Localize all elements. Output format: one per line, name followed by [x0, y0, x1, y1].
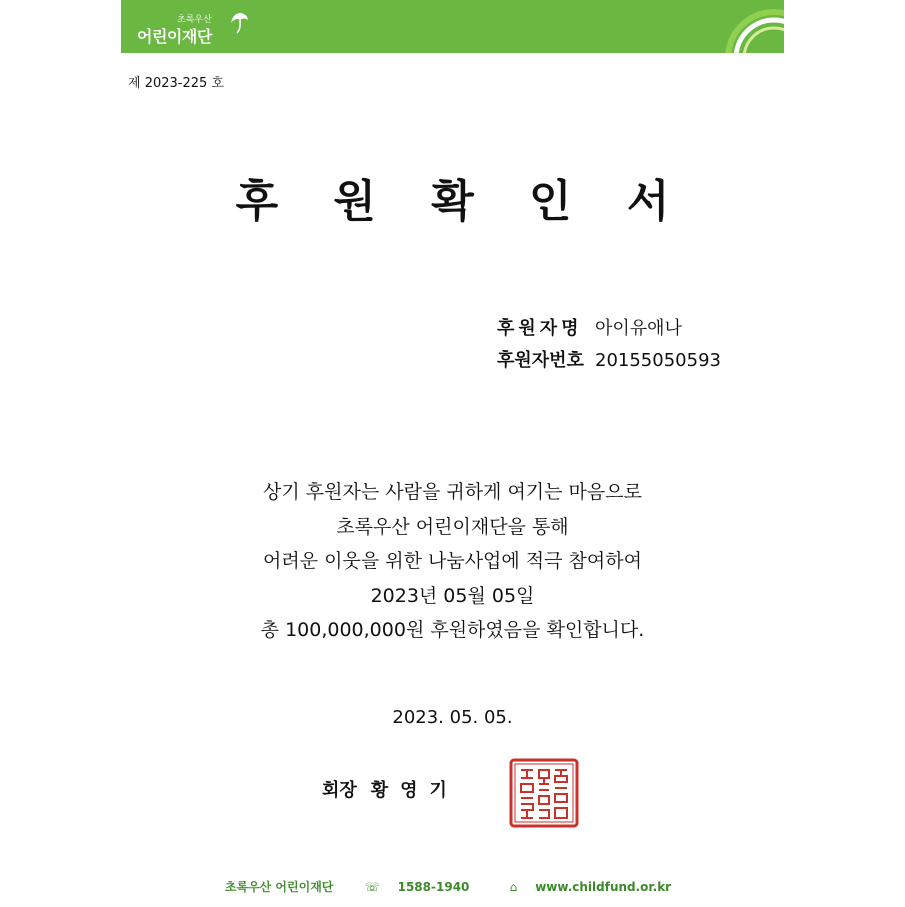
decorative-arc — [724, 8, 784, 53]
body-line: 어려운 이웃을 위한 나눔사업에 적극 참여하여 — [263, 550, 642, 572]
phone-icon: ☏ — [364, 880, 380, 894]
footer-phone — [356, 880, 479, 894]
phone-number: 1588-1940 — [397, 880, 470, 894]
issue-date: 2023. 05. 05. — [392, 707, 513, 728]
logo-main-text: 어린이재단 — [137, 27, 212, 46]
body-line: 2023년 05월 05일 — [370, 584, 535, 607]
signer-role: 회장 — [322, 780, 357, 801]
donor-number-row — [497, 346, 721, 372]
signer-name: 황영기 — [370, 780, 459, 801]
page-title: 후 원 확 인 서 — [235, 176, 690, 227]
website-link[interactable]: www.childfund.or.kr — [535, 880, 672, 894]
donor-name-label: 후원자명 — [497, 318, 583, 339]
signature-line — [322, 776, 459, 802]
certificate-body — [0, 475, 905, 648]
donor-name-row — [497, 314, 682, 340]
footer — [0, 878, 905, 895]
body-line: 상기 후원자는 사람을 귀하게 여기는 마음으로 — [263, 481, 642, 503]
donor-number-label: 후원자번호 — [497, 350, 584, 371]
body-line: 초록우산 어린이재단을 통해 — [336, 515, 569, 538]
home-icon: ⌂ — [509, 880, 518, 894]
footer-organization: 초록우산 어린이재단 — [224, 880, 334, 894]
logo-small-text: 초록우산 — [177, 15, 212, 25]
header-band — [121, 0, 784, 53]
umbrella-icon — [229, 11, 249, 37]
official-seal-icon — [509, 758, 579, 828]
footer-website[interactable] — [501, 880, 681, 894]
donor-name-value: 아이유애나 — [595, 318, 682, 339]
document-number: 제 2023-225 호 — [128, 76, 224, 91]
body-line: 총 100,000,000원 후원하였음을 확인합니다. — [260, 619, 645, 641]
donor-number-value: 20155050593 — [595, 350, 721, 371]
